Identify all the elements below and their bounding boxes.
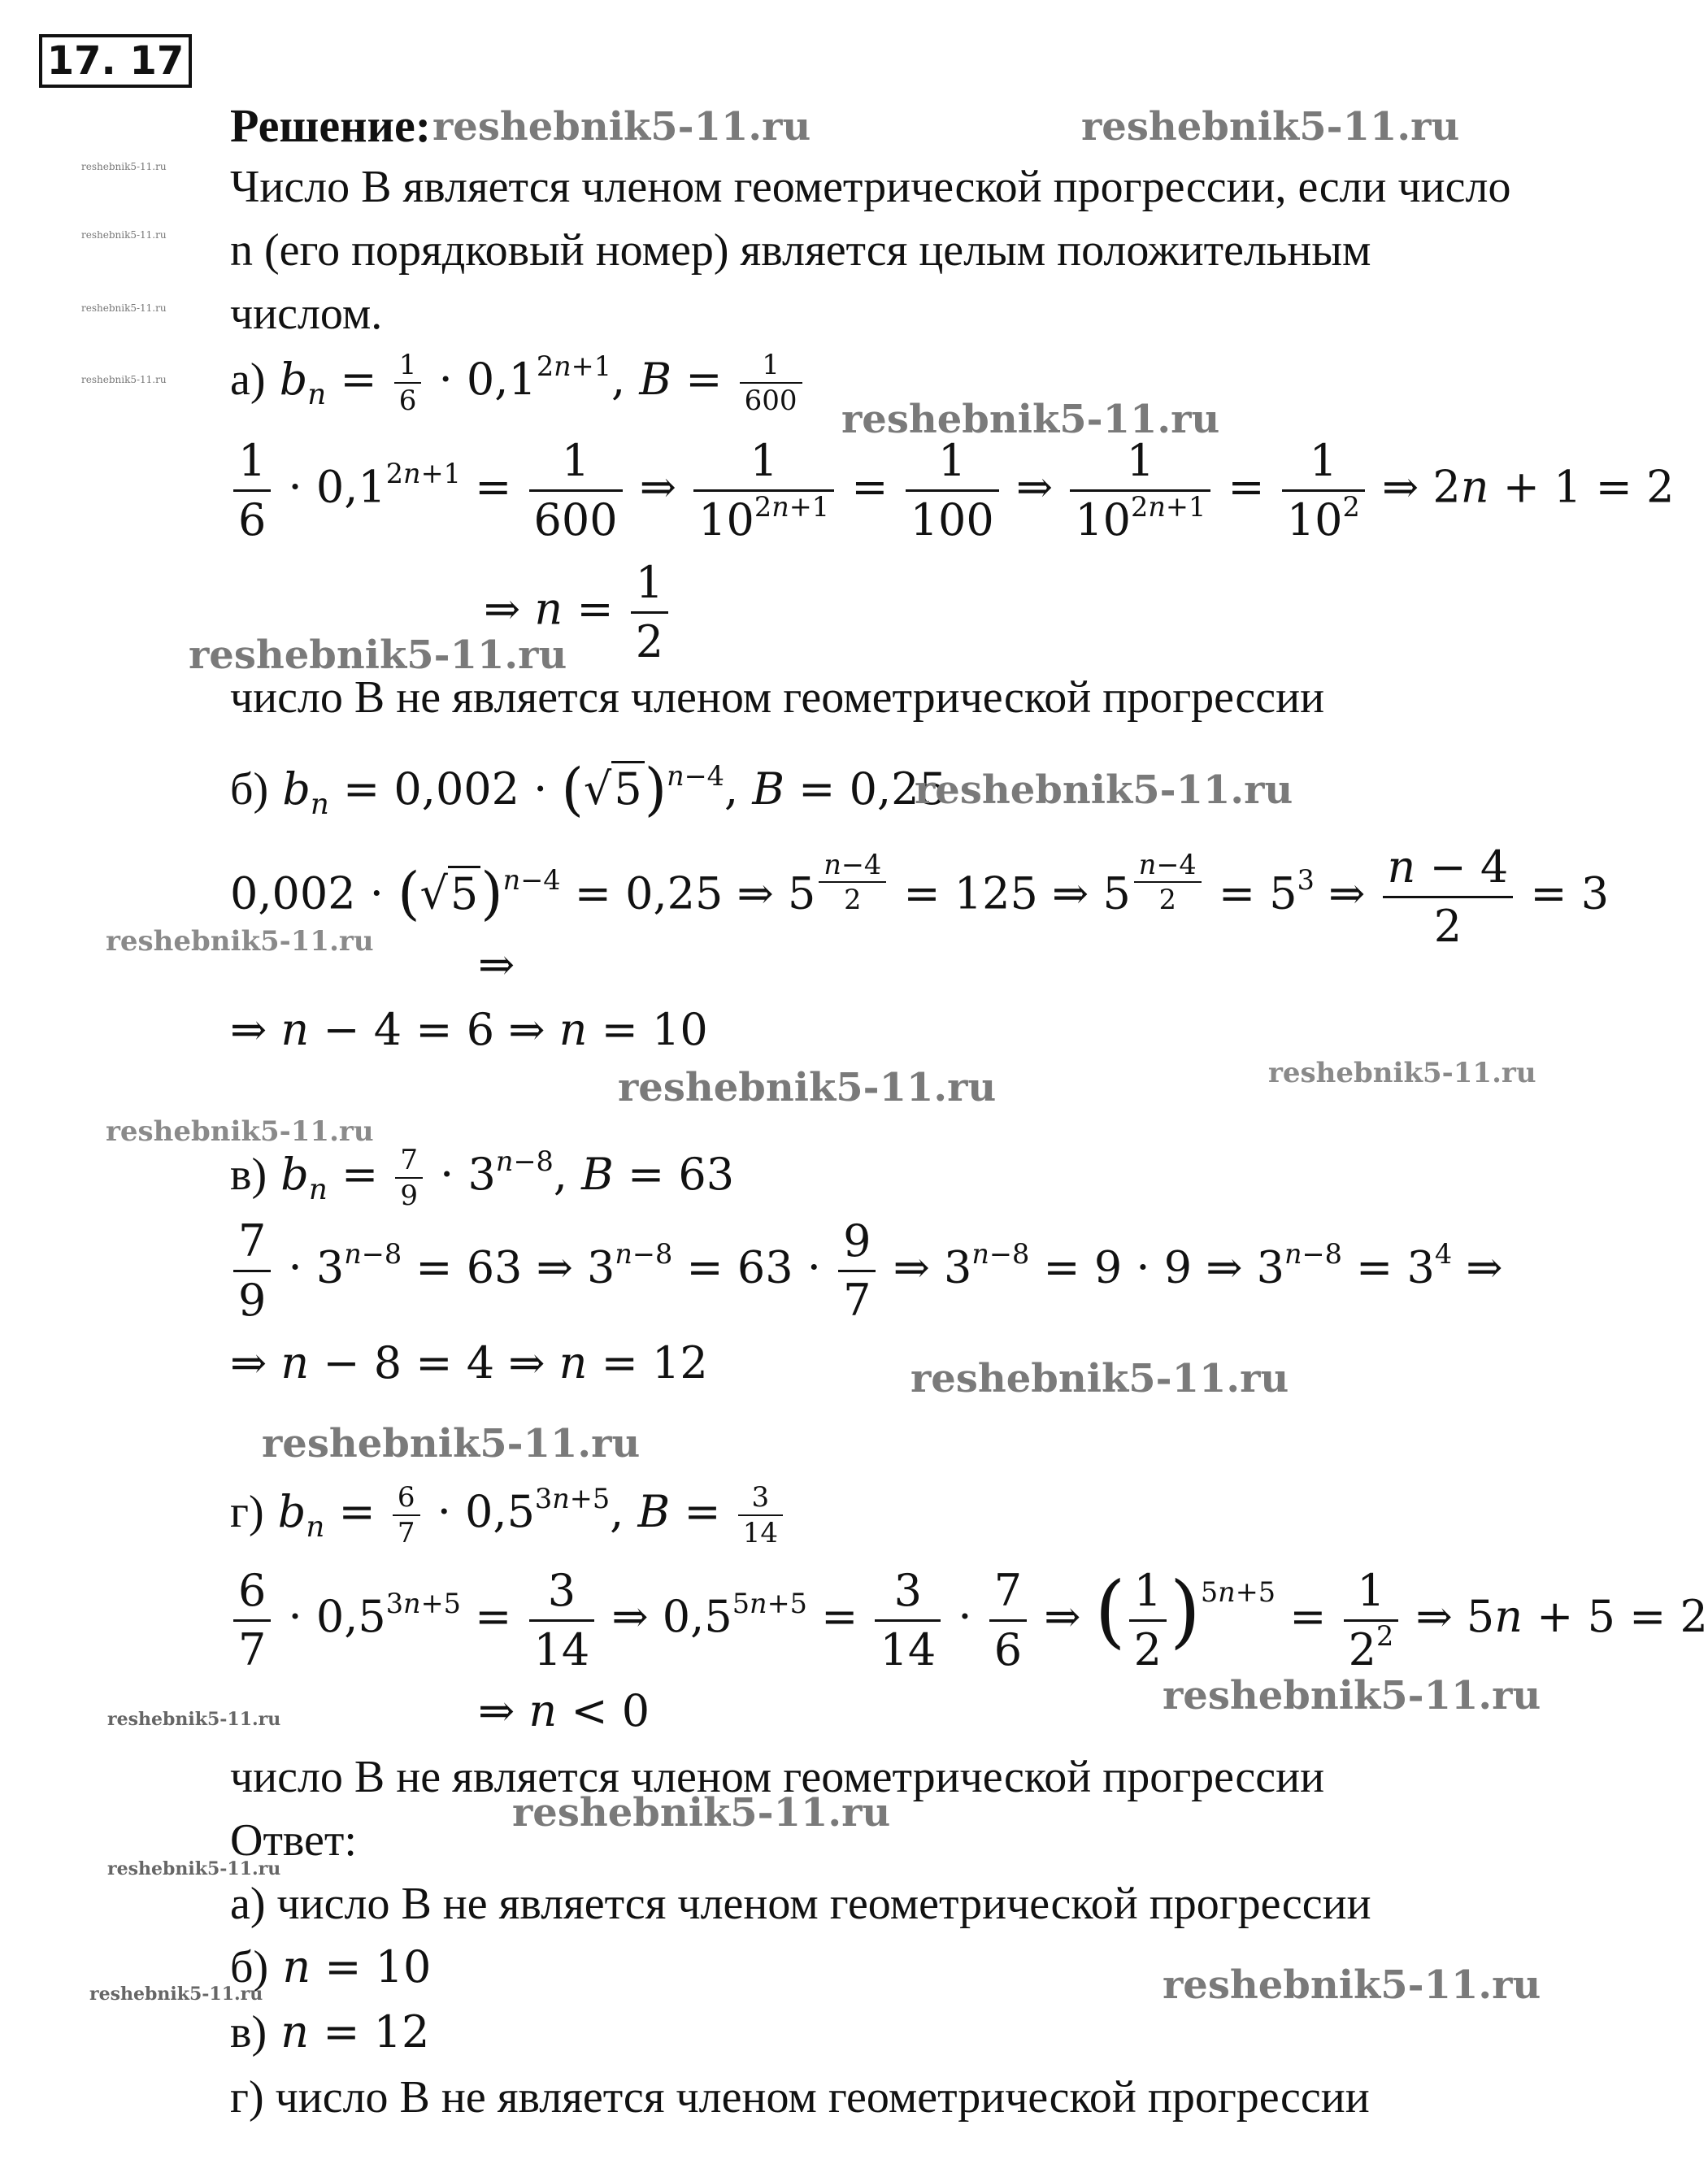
solution-label: Решение: bbox=[230, 99, 432, 152]
part-a-label: а) bbox=[230, 354, 266, 405]
part-b-arrow: ⇒ bbox=[478, 939, 515, 990]
part-b-statement: б) $b_n = 0,002 \cdot (√5)^{n-4}$, B = 0,25 bbox=[230, 755, 947, 823]
problem-number: 17. 17 bbox=[39, 34, 192, 88]
watermark: reshebnik5-11.ru bbox=[1268, 1057, 1536, 1089]
answer-g: г) число B не является членом геометрической прогрессии bbox=[230, 2072, 1370, 2123]
watermark: reshebnik5-11.ru bbox=[910, 1356, 1289, 1401]
answer-v: в) n = 12 bbox=[230, 2006, 430, 2058]
part-v-label: в) bbox=[230, 1149, 267, 1200]
intro-line-1: Число B является членом геометрической прогрессии, если число bbox=[230, 162, 1511, 212]
part-a-statement: а) $b_n$ = $\frac{1}{6}$ · $0,1^{2n+1}$, B = $\frac{1}{600}$ bbox=[230, 351, 806, 415]
part-b-result: ⇒ n − 4 = 6 ⇒ n = 10 bbox=[230, 1004, 708, 1055]
watermark: reshebnik5-11.ru bbox=[915, 767, 1293, 813]
watermark: reshebnik5-11.ru bbox=[81, 161, 167, 172]
watermark: reshebnik5-11.ru bbox=[89, 1984, 263, 2005]
watermark: reshebnik5-11.ru bbox=[189, 632, 567, 678]
part-a-conclusion: число B не является членом геометрической прогрессии bbox=[230, 672, 1325, 723]
watermark: reshebnik5-11.ru bbox=[81, 374, 167, 385]
answer-b-label: б) bbox=[230, 1942, 269, 1992]
watermark: reshebnik5-11.ru bbox=[81, 229, 167, 241]
watermark: reshebnik5-11.ru bbox=[81, 302, 167, 314]
watermark: reshebnik5-11.ru bbox=[107, 1858, 281, 1879]
part-g-label: г) bbox=[230, 1487, 264, 1537]
answer-label: Ответ: bbox=[230, 1815, 357, 1866]
answer-a: а) число B не является членом геометрической прогрессии bbox=[230, 1879, 1371, 1929]
part-g-result: ⇒ n < 0 bbox=[478, 1685, 650, 1736]
part-g-conclusion: число B не является членом геометрической прогрессии bbox=[230, 1752, 1325, 1802]
part-a-equation: $\frac{1}{6}$ · $0,1^{2n+1}$ = $\frac{1}{600}$ ⇒ $\frac{1}{10^{2n+1}}$ = $\frac{1}{100}$ ⇒ $\frac{1}{10^{2n+1}}$ = $\frac{1}{10^2}$ ⇒ 2n + 1 = 2 bbox=[230, 439, 1674, 542]
intro-line-3: числом. bbox=[230, 289, 383, 339]
watermark: reshebnik5-11.ru bbox=[1163, 1673, 1541, 1719]
part-g-statement: г) $b_n$ = $\frac{6}{7}$ · $0,5^{3n+5}$, B = $\frac{3}{14}$ bbox=[230, 1484, 786, 1547]
watermark: reshebnik5-11.ru bbox=[432, 104, 811, 150]
watermark: reshebnik5-11.ru bbox=[106, 925, 374, 958]
part-a-result: ⇒ n = $\frac{1}{2}$ bbox=[484, 561, 671, 664]
watermark: reshebnik5-11.ru bbox=[1081, 104, 1460, 150]
part-b-equation: $0,002 \cdot (√5)^{n-4} = 0,25$ ⇒ 5 $^{\frac{n-4}{2}}$ = 125 ⇒ 5 $^{\frac{n-4}{2}}$ = $5^3$ ⇒ $\frac{n - 4}{2}$ = 3 bbox=[230, 841, 1610, 952]
part-g-equation: $\frac{6}{7}$ · $0,5^{3n+5}$ = $\frac{3}{14}$ ⇒ $0,5^{5n+5}$ = $\frac{3}{14}$ · $\frac{7}{6}$ ⇒ ( $\frac{1}{2}$ )$^{5n+5}$ = $\frac{1}{2^2}$ ⇒ 5n + 5 = 2 bbox=[230, 1565, 1708, 1672]
answer-v-label: в) bbox=[230, 2007, 267, 2058]
intro-line-2: n (его порядковый номер) является целым положительным bbox=[230, 225, 1371, 276]
watermark: reshebnik5-11.ru bbox=[106, 1115, 374, 1148]
watermark: reshebnik5-11.ru bbox=[841, 397, 1220, 442]
part-v-result: ⇒ n − 8 = 4 ⇒ n = 12 bbox=[230, 1337, 708, 1388]
answer-b: б) n = 10 bbox=[230, 1941, 432, 1992]
part-v-equation: $\frac{7}{9}$ · $3^{n-8} = 63$ ⇒ $3^{n-8} = 63$ · $\frac{9}{7}$ ⇒ $3^{n-8} = 9 \cdot 9$ ⇒ $3^{n-8} = 3^4$ ⇒ bbox=[230, 1219, 1503, 1323]
watermark: reshebnik5-11.ru bbox=[618, 1065, 997, 1110]
part-b-label: б) bbox=[230, 764, 269, 815]
part-v-statement: в) $b_n$ = $\frac{7}{9}$ · $3^{n-8}$, B = 63 bbox=[230, 1144, 735, 1212]
watermark: reshebnik5-11.ru bbox=[262, 1421, 641, 1467]
watermark: reshebnik5-11.ru bbox=[1163, 1962, 1541, 2008]
watermark: reshebnik5-11.ru bbox=[512, 1790, 891, 1836]
watermark: reshebnik5-11.ru bbox=[107, 1709, 281, 1730]
